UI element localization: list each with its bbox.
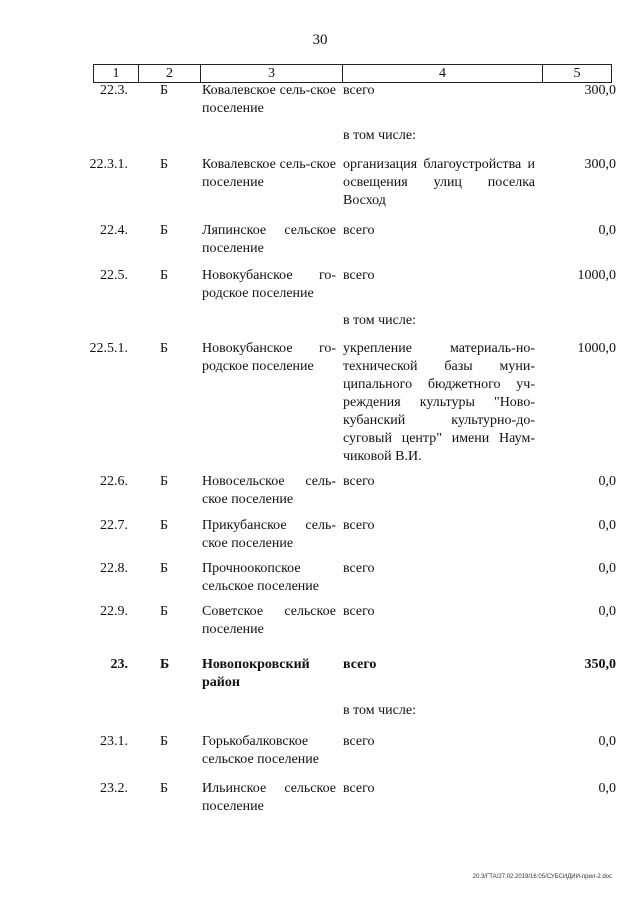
row-category: Б (160, 268, 169, 283)
row-category: Б (160, 561, 169, 576)
header-col-3: 3 (201, 65, 343, 82)
row-amount: 0,0 (598, 604, 616, 619)
row-category: Б (160, 781, 169, 796)
row-amount: 350,0 (584, 657, 616, 672)
row-category: Б (160, 474, 169, 489)
header-col-5: 5 (573, 66, 581, 81)
row-number: 22.4. (100, 223, 128, 238)
row-category: Б (160, 341, 169, 356)
row-number: 23.1. (100, 734, 128, 749)
row-number: 22.8. (100, 561, 128, 576)
page-number: 30 (312, 32, 328, 48)
row-purpose: всего (343, 781, 375, 796)
table-header-row (93, 64, 612, 83)
row-number: 22.3. (100, 83, 128, 98)
row-category: Б (160, 734, 169, 749)
row-amount: 300,0 (584, 157, 616, 172)
row-number: 22.3.1. (89, 157, 128, 172)
row-category: Б (160, 83, 169, 98)
row-purpose: всего (343, 734, 375, 749)
including-note: в том числе: (343, 313, 416, 328)
row-amount: 1000,0 (577, 341, 616, 356)
row-amount: 0,0 (598, 518, 616, 533)
row-name: Ковалевское сель-ское поселение (202, 157, 336, 190)
row-amount: 0,0 (598, 561, 616, 576)
row-amount: 0,0 (598, 474, 616, 489)
including-note: в том числе: (343, 703, 416, 718)
row-purpose: организация благоустройства и освещения улиц поселка Восход (343, 157, 535, 208)
row-purpose: укрепление материаль-но-технической базы муни-ципального бюджетного уч-реждения культуры "Ново-кубанский культурно-до-суговый центр" имени Наум-чиковой В.И. (343, 341, 535, 464)
row-number: 22.5.1. (89, 341, 128, 356)
row-name: Ляпинское сельское поселение (202, 223, 336, 256)
row-purpose: всего (343, 83, 375, 98)
row-amount: 0,0 (598, 223, 616, 238)
row-number: 22.7. (100, 518, 128, 533)
header-col-2: 2 (139, 65, 201, 82)
row-category: Б (160, 604, 169, 619)
row-name: Прочноокопское сельское поселение (202, 561, 319, 594)
row-number: 23. (110, 657, 128, 672)
row-purpose: всего (343, 268, 375, 283)
row-name: Горькобалковское сельское поселение (202, 734, 319, 767)
row-category: Б (160, 223, 169, 238)
row-amount: 0,0 (598, 734, 616, 749)
row-category: Б (160, 657, 170, 672)
row-name: Ковалевское сель-ское поселение (202, 83, 336, 116)
row-purpose: всего (343, 518, 375, 533)
row-purpose: всего (343, 561, 375, 576)
row-name: Прикубанское сель-ское поселение (202, 518, 336, 551)
row-category: Б (160, 518, 169, 533)
row-name: Новокубанское го-родское поселение (202, 268, 336, 301)
row-amount: 300,0 (584, 83, 616, 98)
row-purpose: всего (343, 657, 377, 672)
row-name: Новопокровский район (202, 657, 310, 690)
document-footer: 20.3/ГТА/27.02.2019/16:05/СУБСИДИИ-прил-2.doc (472, 874, 612, 880)
row-name: Ильинское сельское поселение (202, 781, 336, 814)
row-number: 22.5. (100, 268, 128, 283)
row-purpose: всего (343, 474, 375, 489)
row-name: Советское сельское поселение (202, 604, 336, 637)
row-category: Б (160, 157, 169, 172)
header-col-1: 1 (94, 65, 139, 82)
row-number: 22.9. (100, 604, 128, 619)
row-name: Новокубанское го-родское поселение (202, 341, 336, 374)
row-purpose: всего (343, 604, 375, 619)
header-col-4: 4 (343, 65, 543, 82)
row-number: 22.6. (100, 474, 128, 489)
row-number: 23.2. (100, 781, 128, 796)
row-name: Новосельское сель-ское поселение (202, 474, 336, 507)
including-note: в том числе: (343, 128, 416, 143)
row-purpose: всего (343, 223, 375, 238)
row-amount: 1000,0 (577, 268, 616, 283)
row-amount: 0,0 (598, 781, 616, 796)
